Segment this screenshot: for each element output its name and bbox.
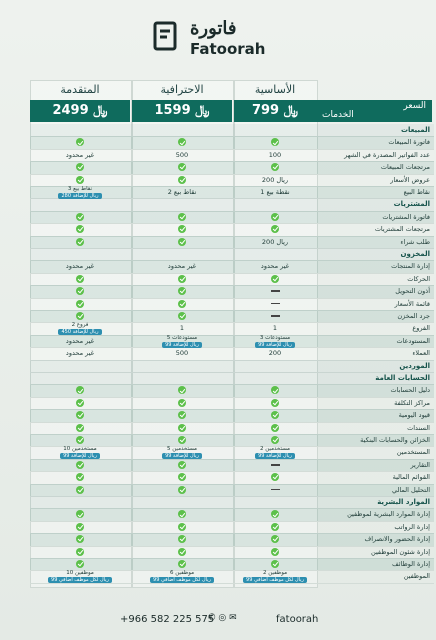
- plan-cell: 200 ريال: [261, 237, 289, 246]
- check-icon: [271, 386, 279, 394]
- check-icon: [178, 548, 186, 556]
- plan-cell: [234, 558, 316, 570]
- cell-value: 2 مستخدمين: [260, 446, 290, 453]
- plan-cell: [132, 384, 232, 396]
- plan-cell: [30, 161, 130, 173]
- check-icon: [76, 287, 84, 295]
- feature-label: المستخدمين: [396, 448, 430, 457]
- dash-icon: [271, 489, 280, 491]
- check-icon: [178, 225, 186, 233]
- cell-value: 10 موظفين: [66, 570, 94, 577]
- riyal-icon: ﷼: [93, 103, 108, 118]
- table-row: [30, 136, 434, 149]
- check-icon: [76, 399, 84, 407]
- cell-value: 2 فروع: [71, 322, 89, 329]
- plan-cell: [30, 174, 130, 186]
- feature-label: إدارة الموارد البشرية لموظفين: [347, 510, 430, 519]
- plan-cell: [132, 521, 232, 533]
- check-icon: [271, 411, 279, 419]
- plan-cell: غير محدود: [167, 262, 197, 271]
- check-icon: [76, 486, 84, 494]
- plan-cell: 2 نقاط بيع: [167, 188, 197, 196]
- table-row: [30, 174, 434, 187]
- feature-label: مرتجعات المبيعات: [380, 163, 430, 172]
- dash-icon: [271, 303, 280, 305]
- check-icon: [178, 473, 186, 481]
- plan-cell: 1: [272, 324, 278, 333]
- plan-cell: [132, 236, 232, 248]
- table-row: [30, 161, 434, 174]
- plan-cell: [234, 136, 316, 148]
- table-row: [30, 533, 434, 546]
- feature-label: نقاط البيع: [403, 188, 430, 196]
- check-icon: [178, 300, 186, 308]
- section-row: [30, 248, 434, 261]
- plan-cell: [234, 484, 316, 496]
- feature-label: التقارير: [410, 460, 430, 469]
- cell-value: 3 نقاط بيع: [67, 186, 93, 192]
- plan-cell: 1: [179, 324, 185, 333]
- footer: [0, 604, 436, 640]
- check-icon: [271, 548, 279, 556]
- table-row: [30, 459, 434, 472]
- plan-cell: [30, 508, 130, 520]
- feature-label: فاتورة المشتريات: [382, 212, 430, 221]
- table-row: [30, 186, 434, 199]
- addon-price-badge: 99 ريال للإضافة: [255, 453, 295, 459]
- plan-cell: [132, 335, 232, 348]
- plan-name-basic: الأساسية: [254, 83, 296, 96]
- check-icon: [178, 486, 186, 494]
- plan-cell: [30, 459, 130, 471]
- plan-cell: [234, 521, 316, 533]
- plan-price-basic: [234, 100, 316, 122]
- plan-name-pro: الاحترافية: [160, 83, 204, 96]
- table-row: [30, 434, 434, 447]
- plan-cell: [30, 273, 130, 285]
- feature-label: إدارة الوظائف: [392, 560, 430, 568]
- plan-cell: [234, 285, 316, 297]
- fatoorah-logo: [150, 18, 300, 62]
- plan-cell: [30, 384, 130, 396]
- check-icon: [178, 287, 186, 295]
- feature-label: التحليل المالي: [392, 485, 430, 494]
- plan-cell: [30, 484, 130, 496]
- plan-cell: [234, 273, 316, 285]
- check-icon: [178, 163, 186, 171]
- addon-price-badge: 99 ريال لكل موظف اضافي: [48, 577, 112, 583]
- riyal-icon: ﷼: [283, 103, 299, 118]
- invoice-logo-icon: [152, 20, 182, 56]
- check-icon: [178, 238, 186, 246]
- plan-cell: [132, 533, 232, 545]
- feature-label: دليل الحسابات: [390, 386, 430, 395]
- check-icon: [178, 176, 186, 184]
- feature-label: أذون التحويل: [395, 287, 430, 296]
- plan-cell: [30, 434, 130, 446]
- plan-cell: [30, 446, 130, 459]
- table-row: [30, 397, 434, 410]
- addon-price-badge: 99 ريال للإضافة: [60, 453, 100, 459]
- plan-cell: [30, 310, 130, 322]
- check-icon: [76, 510, 84, 518]
- plan-cell: [132, 174, 232, 186]
- cell-value: 5 مستخدمين: [167, 446, 197, 453]
- section-row: [30, 198, 434, 211]
- plan-cell: [234, 223, 316, 235]
- plan-cell: غير محدود: [65, 150, 95, 159]
- plan-cell: [30, 211, 130, 223]
- table-row: [30, 223, 434, 236]
- plan-cell: [132, 484, 232, 496]
- plan-cell: [234, 471, 316, 483]
- services-header-label: الخدمات: [322, 110, 354, 120]
- feature-label: طلب شراء: [400, 237, 430, 246]
- check-icon: [178, 461, 186, 469]
- check-icon: [76, 386, 84, 394]
- section-label: المشتريات: [393, 200, 430, 209]
- section-label: الموردين: [399, 361, 430, 370]
- check-icon: [178, 399, 186, 407]
- addon-price-badge: 99 ريال للإضافة: [162, 342, 202, 348]
- plan-cell: 500: [175, 349, 189, 358]
- check-icon: [271, 510, 279, 518]
- check-icon: [178, 510, 186, 518]
- feature-label: المستودعات: [396, 336, 430, 345]
- plan-cell: غير محدود: [65, 336, 95, 345]
- plan-cell: [30, 322, 130, 335]
- check-icon: [271, 399, 279, 407]
- plan-cell: [132, 273, 232, 285]
- feature-label: القوائم المالية: [392, 473, 430, 482]
- section-label: الموارد البشرية: [377, 498, 430, 506]
- plan-cell: [234, 570, 316, 583]
- plan-cell: [132, 161, 232, 173]
- feature-label: قيود اليومية: [398, 411, 430, 420]
- table-row: [30, 508, 434, 521]
- brand-name-arabic: فاتورة: [190, 18, 237, 39]
- riyal-icon: ﷼: [195, 103, 210, 118]
- check-icon: [76, 138, 84, 146]
- check-icon: [271, 523, 279, 531]
- plan-cell: 1 نقطة بيع: [260, 188, 290, 196]
- plan-cell: [234, 397, 316, 409]
- feature-label: إدارة الحضور والانصراف: [364, 535, 430, 544]
- cell-value: 5 مستودعات: [166, 334, 198, 341]
- check-icon: [76, 238, 84, 246]
- plan-cell: [234, 384, 316, 396]
- check-icon: [76, 548, 84, 556]
- plan-cell: [30, 223, 130, 235]
- plan-cell: 200: [268, 349, 282, 358]
- check-icon: [76, 560, 84, 568]
- plan-cell: [234, 211, 316, 223]
- check-icon: [76, 300, 84, 308]
- plan-cell: [132, 508, 232, 520]
- plan-cell: 100: [268, 150, 282, 159]
- table-row: [30, 273, 434, 286]
- check-icon: [178, 213, 186, 221]
- check-icon: [178, 275, 186, 283]
- feature-label: عروض الأسعار: [390, 175, 430, 184]
- feature-label: جرد المخزن: [397, 312, 430, 320]
- section-label: المبيعات: [400, 126, 430, 134]
- plan-cell: [132, 558, 232, 570]
- table-row: [30, 471, 434, 484]
- check-icon: [271, 424, 279, 432]
- phone-number: +966 582 225 575: [120, 614, 215, 625]
- check-icon: [271, 436, 279, 444]
- check-icon: [178, 411, 186, 419]
- addon-price-badge: 99 ريال لكل موظف اضافي: [150, 577, 214, 583]
- services-header: [316, 100, 432, 122]
- plan-price-advanced: [30, 100, 130, 122]
- table-row: [30, 236, 434, 249]
- table-row: [30, 422, 434, 435]
- section-label: الحسابات العامة: [375, 374, 430, 382]
- table-row: [30, 384, 434, 397]
- plan-cell: [132, 459, 232, 471]
- plan-price-pro: [132, 100, 232, 122]
- check-icon: [76, 213, 84, 221]
- cell-value: 6 موظفين: [169, 570, 195, 577]
- plan-cell: 500: [175, 150, 189, 159]
- plan-cell: [234, 446, 316, 459]
- check-icon: [271, 473, 279, 481]
- plan-cell: [132, 136, 232, 148]
- check-icon: [76, 523, 84, 531]
- table-row: [30, 335, 434, 348]
- check-icon: [271, 163, 279, 171]
- section-row: [30, 124, 434, 137]
- section-row: [30, 496, 434, 509]
- section-row: [30, 372, 434, 385]
- plan-cell: [132, 211, 232, 223]
- plan-cell: [234, 434, 316, 446]
- plan-cell: [234, 298, 316, 310]
- price-header-label: السعر: [403, 101, 426, 111]
- social-icons: ✆ ◎ ✉: [208, 613, 237, 623]
- plan-cell: [30, 298, 130, 310]
- addon-price-badge: 99 ريال للإضافة: [162, 453, 202, 459]
- check-icon: [178, 312, 186, 320]
- table-row: [30, 211, 434, 224]
- check-icon: [271, 535, 279, 543]
- check-icon: [271, 138, 279, 146]
- table-row: [30, 149, 434, 162]
- check-icon: [271, 560, 279, 568]
- plan-cell: [234, 546, 316, 558]
- feature-label: عدد الفواتير المصدرة في الشهر: [344, 150, 430, 159]
- plan-cell: [30, 558, 130, 570]
- price-value: 799: [251, 103, 280, 118]
- plan-cell: غير محدود: [65, 262, 95, 271]
- plan-name-advanced: المتقدمة: [60, 83, 100, 96]
- feature-label: قائمة الأسعار: [394, 299, 430, 308]
- plan-cell: [234, 533, 316, 545]
- check-icon: [76, 225, 84, 233]
- table-row: [30, 322, 434, 335]
- feature-label: فاتورة المبيعات: [388, 138, 430, 147]
- table-row: [30, 310, 434, 323]
- plan-cell: [132, 285, 232, 297]
- feature-label: السندات: [407, 423, 430, 432]
- table-row: [30, 558, 434, 571]
- check-icon: [76, 436, 84, 444]
- check-icon: [271, 225, 279, 233]
- plan-cell: [30, 570, 130, 583]
- plan-cell: [132, 471, 232, 483]
- plan-cell: [132, 310, 232, 322]
- dash-icon: [271, 464, 280, 466]
- feature-label: الخزائن والحسابات البنكية: [360, 436, 430, 444]
- feature-label: الفروع: [412, 324, 430, 333]
- check-icon: [271, 213, 279, 221]
- table-row: [30, 521, 434, 534]
- plan-cell: [30, 409, 130, 421]
- check-icon: [76, 411, 84, 419]
- plan-cell: [132, 409, 232, 421]
- plan-cell: [132, 223, 232, 235]
- plan-cell: [234, 335, 316, 348]
- section-label: المخزون: [400, 250, 430, 258]
- plan-cell: [30, 471, 130, 483]
- plan-cell: [30, 186, 130, 199]
- feature-label: إدارة الرواتب: [394, 522, 430, 531]
- table-row: [30, 570, 434, 583]
- table-row: [30, 409, 434, 422]
- cell-value: 3 مستودعات: [259, 334, 291, 341]
- section-row: [30, 360, 434, 373]
- check-icon: [178, 436, 186, 444]
- check-icon: [76, 461, 84, 469]
- feature-label: إدارة المنتجات: [391, 262, 430, 271]
- plan-cell: [234, 409, 316, 421]
- addon-price-badge: 450 ريال للإضافة: [58, 329, 101, 335]
- plan-cell: [234, 508, 316, 520]
- plan-cell: [30, 533, 130, 545]
- table-row: [30, 298, 434, 311]
- dash-icon: [271, 290, 280, 292]
- plan-cell: [30, 397, 130, 409]
- check-icon: [178, 560, 186, 568]
- plan-cell: [234, 161, 316, 173]
- plan-cell: [132, 446, 232, 459]
- feature-label: مرتجعات المشتريات: [374, 225, 430, 234]
- check-icon: [178, 523, 186, 531]
- check-icon: [178, 535, 186, 543]
- feature-label: إدارة شئون الموظفين: [371, 547, 430, 556]
- plan-cell: [234, 459, 316, 471]
- plan-cell: [30, 546, 130, 558]
- table-row: [30, 347, 434, 360]
- plan-cell: [132, 570, 232, 583]
- plan-cell: 200 ريال: [261, 175, 289, 184]
- plan-cell: [132, 422, 232, 434]
- feature-label: العملاء: [412, 349, 430, 358]
- dash-icon: [271, 315, 280, 317]
- plan-cell: [234, 422, 316, 434]
- plan-cell: [30, 422, 130, 434]
- plan-cell: غير محدود: [65, 349, 95, 358]
- plan-cell: [132, 298, 232, 310]
- table-row: [30, 285, 434, 298]
- check-icon: [271, 275, 279, 283]
- cell-value: 10 مستخدمين: [63, 446, 97, 453]
- feature-label: الموظفين: [403, 572, 430, 581]
- table-row: [30, 484, 434, 497]
- table-row: [30, 446, 434, 459]
- addon-price-badge: 99 ريال لكل موظف اضافي: [243, 577, 307, 583]
- plan-cell: [30, 285, 130, 297]
- plan-cell: [132, 546, 232, 558]
- price-value: 1599: [154, 103, 191, 118]
- addon-price-badge: 99 ريال للإضافة: [255, 342, 295, 348]
- addon-price-badge: 280 ريال للإضافة: [58, 193, 101, 199]
- check-icon: [76, 275, 84, 283]
- check-icon: [76, 163, 84, 171]
- table-row: [30, 546, 434, 559]
- brand-name-english: Fatoorah: [190, 40, 266, 58]
- cell-value: 2 موظفين: [262, 570, 288, 577]
- plan-cell: [30, 136, 130, 148]
- price-value: 2499: [52, 103, 89, 118]
- check-icon: [178, 386, 186, 394]
- plan-cell: غير محدود: [260, 262, 290, 271]
- table-row: [30, 260, 434, 273]
- feature-label: الحركات: [407, 274, 430, 283]
- plan-cell: [132, 434, 232, 446]
- check-icon: [76, 312, 84, 320]
- check-icon: [76, 535, 84, 543]
- plan-cell: [30, 521, 130, 533]
- check-icon: [76, 473, 84, 481]
- plan-cell: [30, 236, 130, 248]
- check-icon: [178, 138, 186, 146]
- check-icon: [76, 176, 84, 184]
- plan-cell: [234, 310, 316, 322]
- feature-label: مراكز التكلفة: [394, 398, 430, 407]
- check-icon: [76, 424, 84, 432]
- plan-cell: [132, 397, 232, 409]
- check-icon: [178, 424, 186, 432]
- social-handle: fatoorah: [276, 614, 319, 625]
